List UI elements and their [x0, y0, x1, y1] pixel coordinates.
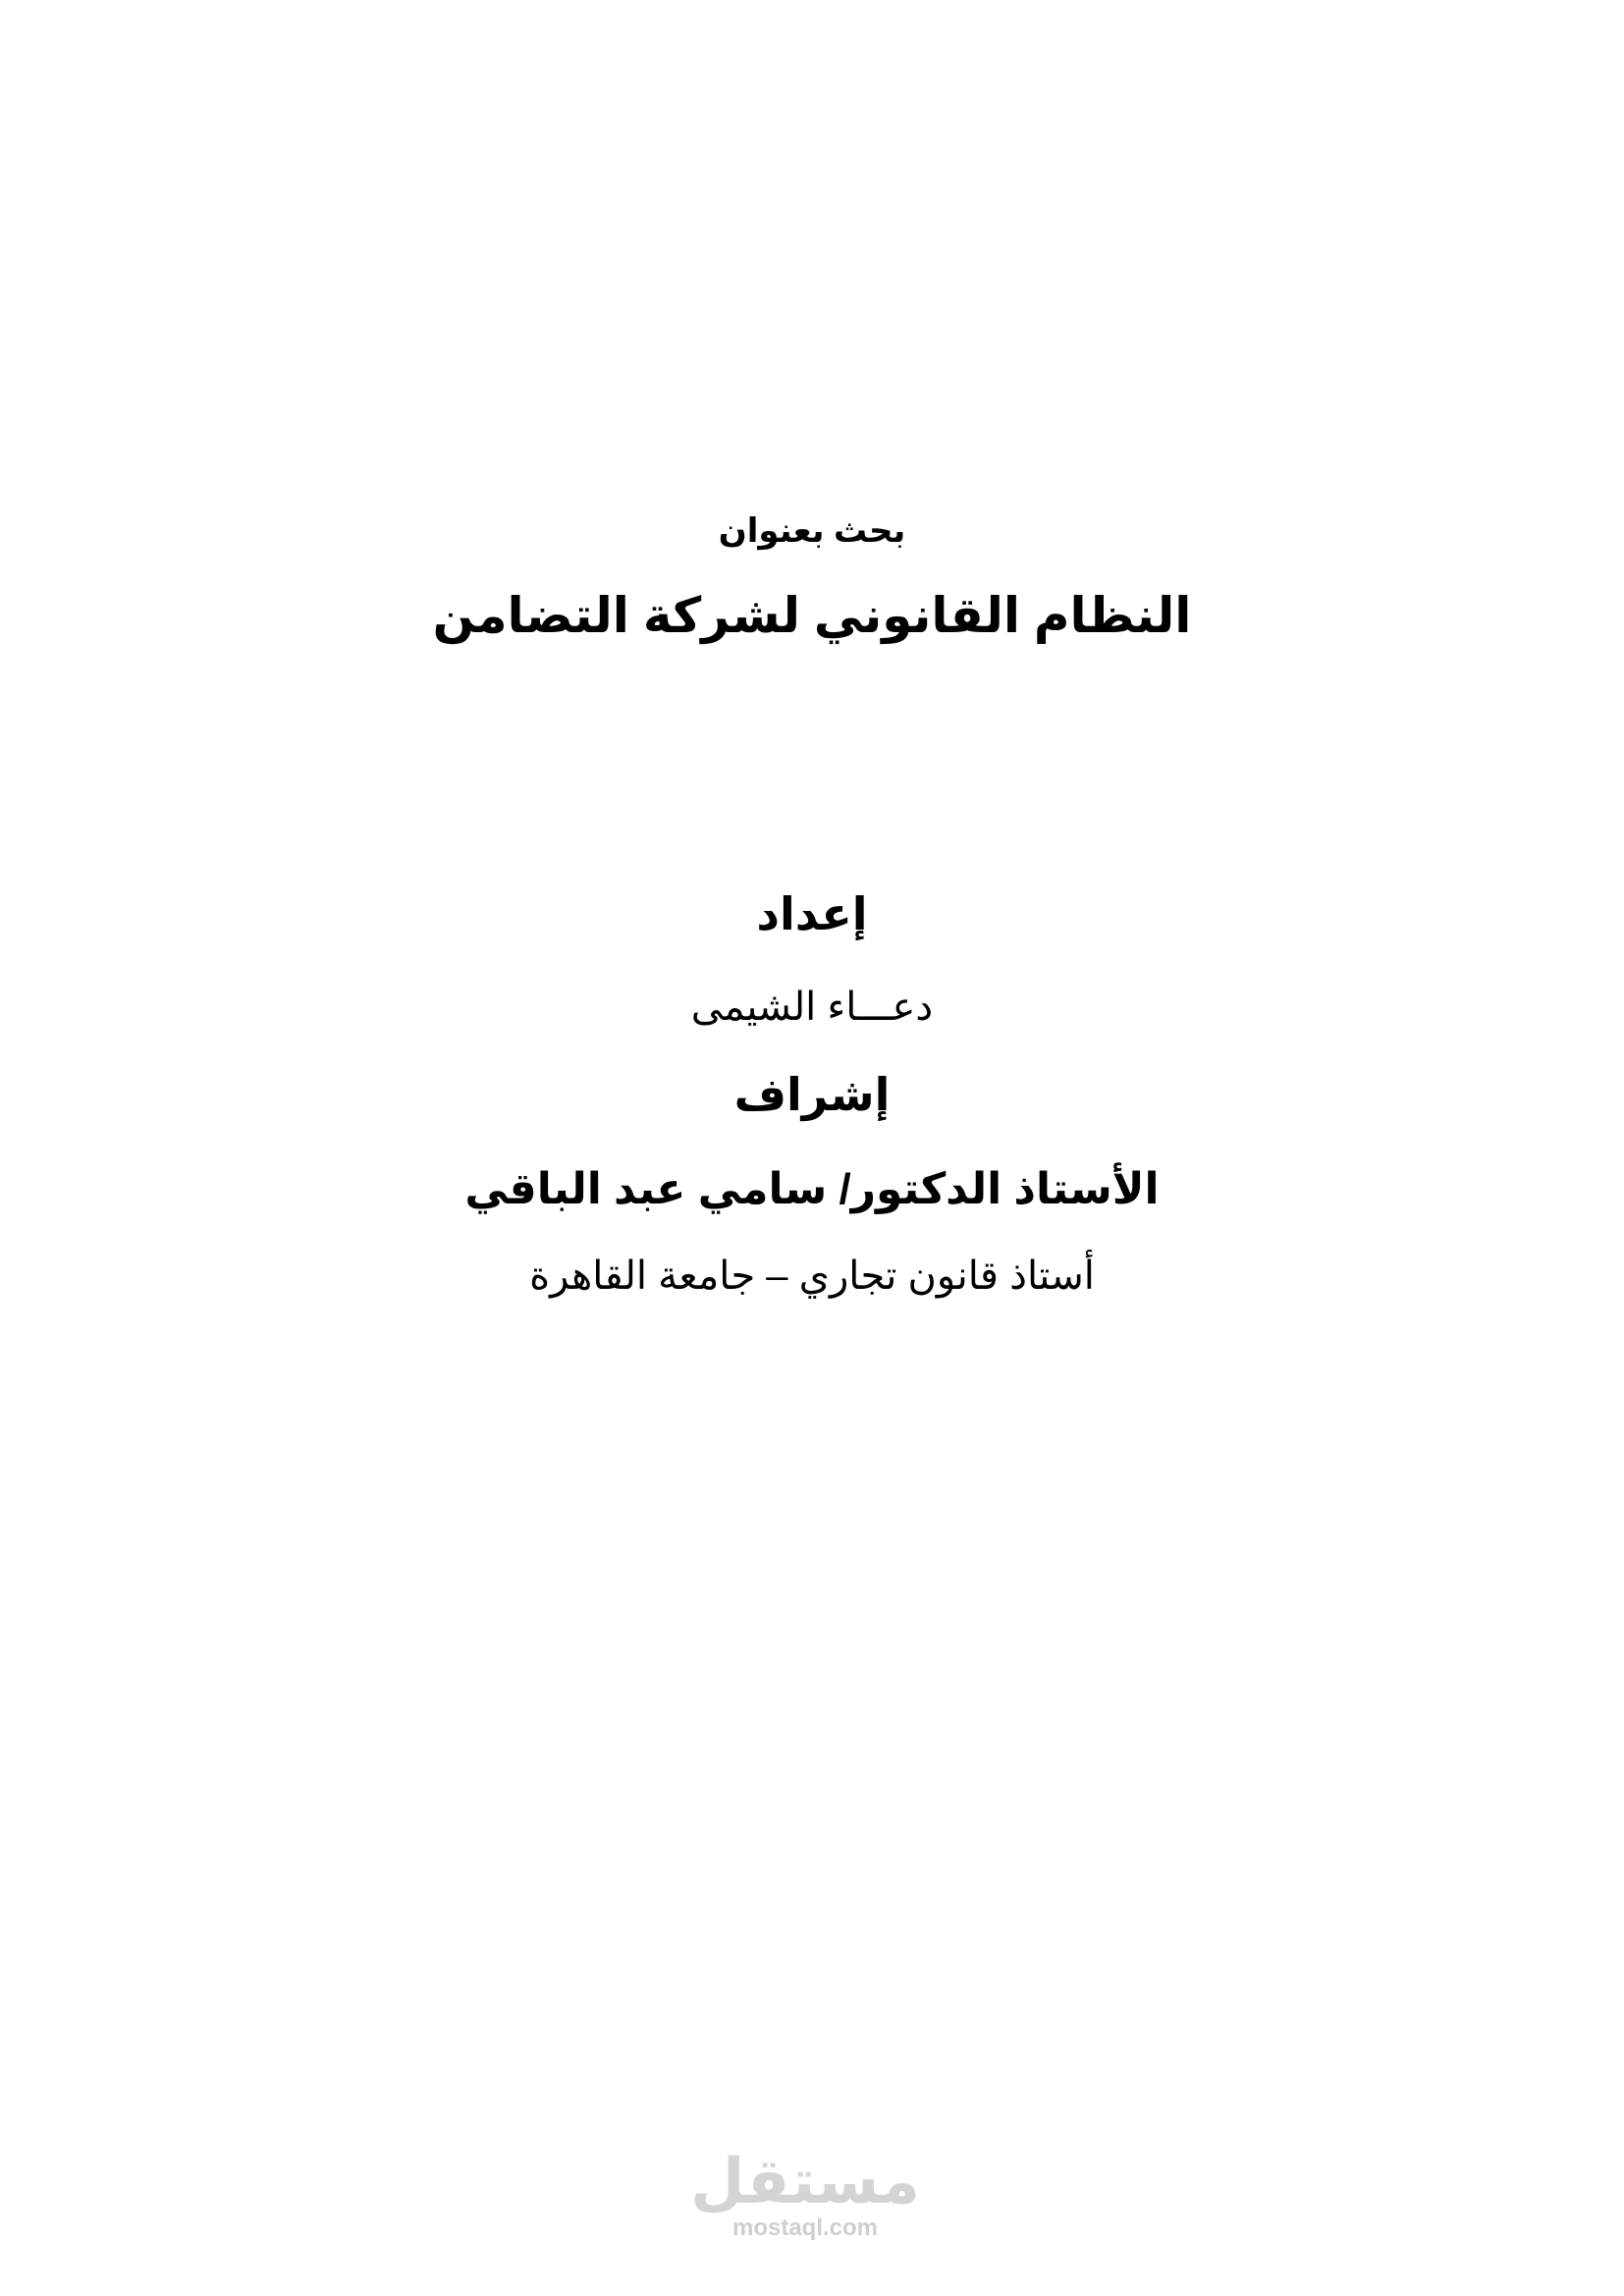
intro-label: بحث بعنوان	[718, 512, 906, 550]
supervisor-affiliation: أستاذ قانون تجاري – جامعة القاهرة	[529, 1255, 1095, 1298]
mostaql-watermark	[677, 2146, 933, 2241]
watermark-url: mostaql.com	[731, 2215, 879, 2241]
supervision-label: إشراف	[733, 1069, 891, 1120]
watermark-logo: مستقل	[689, 2146, 921, 2216]
research-title: النظام القانوني لشركة التضامن	[432, 588, 1192, 643]
prepared-by-label: إعداد	[756, 888, 868, 939]
author-name: دعـــاء الشيمى	[690, 986, 934, 1029]
supervisor-name: الأستاذ الدكتور/ سامي عبد الباقي	[464, 1165, 1160, 1213]
